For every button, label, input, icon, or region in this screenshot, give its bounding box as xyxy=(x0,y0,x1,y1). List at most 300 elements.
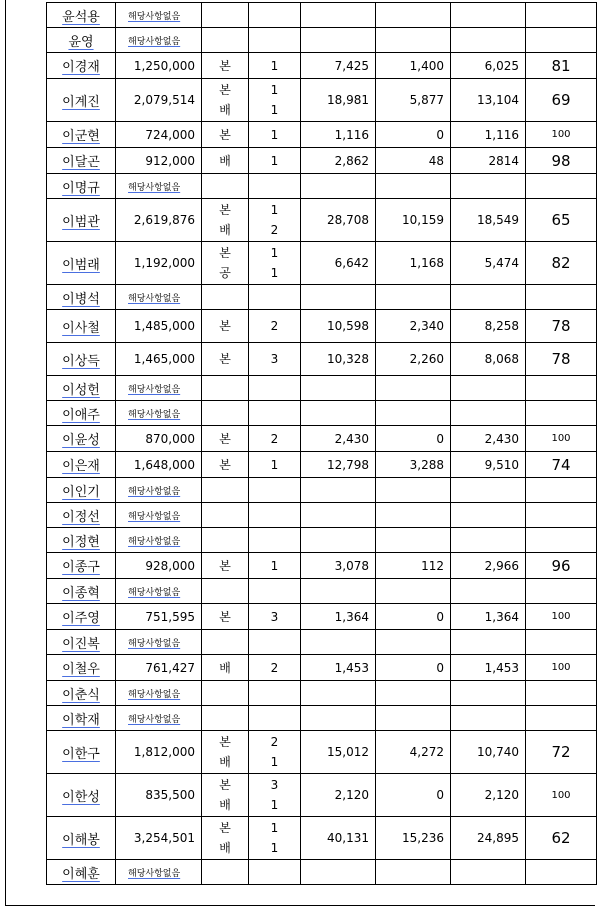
relation-value: 본 xyxy=(219,821,231,835)
score-value: 100 xyxy=(551,611,571,622)
not-applicable-label: 해당사항없음 xyxy=(128,587,181,598)
score-value: 98 xyxy=(551,151,571,170)
relation-cell xyxy=(202,310,249,343)
table-row xyxy=(47,174,597,199)
member-name: 이경재 xyxy=(62,60,100,75)
debt-value: 48 xyxy=(428,153,444,168)
relation-value: 배 xyxy=(219,798,231,812)
member-name-cell xyxy=(47,604,116,630)
not-applicable-cell xyxy=(116,478,202,503)
net-value: 1,364 xyxy=(484,609,519,624)
count-value: 1 xyxy=(270,266,279,280)
table-row xyxy=(47,285,597,310)
net-value: 2814 xyxy=(488,153,519,168)
member-name: 이성헌 xyxy=(62,382,100,398)
table-row xyxy=(47,401,597,426)
net-value: 13,104 xyxy=(477,93,519,107)
debt-cell xyxy=(376,774,451,817)
total-value: 10,598 xyxy=(327,319,369,333)
debt-cell xyxy=(376,79,451,122)
member-name-cell xyxy=(47,122,116,148)
not-applicable-cell xyxy=(116,174,202,199)
total-value: 2,862 xyxy=(334,153,369,168)
relation-value: 배 xyxy=(219,223,231,237)
empty-cell xyxy=(451,528,526,553)
total-cell xyxy=(301,53,376,79)
net-value: 1,116 xyxy=(484,127,519,142)
score-value: 69 xyxy=(551,91,571,109)
member-name-cell xyxy=(47,310,116,343)
debt-cell xyxy=(376,604,451,630)
empty-cell xyxy=(526,174,597,199)
total-cell xyxy=(301,148,376,174)
total-cell xyxy=(301,604,376,630)
net-cell xyxy=(451,817,526,860)
net-cell xyxy=(451,655,526,681)
member-name-cell xyxy=(47,79,116,122)
debt-cell xyxy=(376,310,451,343)
score-value: 78 xyxy=(551,317,571,335)
score-cell xyxy=(526,604,597,630)
total-value: 40,131 xyxy=(327,831,369,845)
member-name-cell xyxy=(47,452,116,478)
empty-cell xyxy=(526,528,597,553)
empty-cell xyxy=(301,579,376,604)
member-name: 윤영 xyxy=(68,34,94,50)
empty-cell xyxy=(202,503,249,528)
empty-cell xyxy=(451,376,526,401)
member-name: 이주영 xyxy=(62,611,100,626)
table-row xyxy=(47,478,597,503)
relation-value: 본 xyxy=(219,609,231,624)
member-name-cell xyxy=(47,376,116,401)
empty-cell xyxy=(451,174,526,199)
total-cell xyxy=(301,553,376,579)
member-name: 이군현 xyxy=(62,129,100,144)
not-applicable-label: 해당사항없음 xyxy=(128,293,181,304)
total-cell xyxy=(301,79,376,122)
total-value: 10,328 xyxy=(327,352,369,366)
score-value: 82 xyxy=(551,254,571,272)
member-name: 이혜훈 xyxy=(62,866,100,882)
salary-cell xyxy=(116,553,202,579)
score-cell xyxy=(526,452,597,478)
empty-cell xyxy=(202,376,249,401)
not-applicable-cell xyxy=(116,3,202,28)
relation-cell xyxy=(202,199,249,242)
member-name-cell xyxy=(47,553,116,579)
count-value: 2 xyxy=(270,223,279,237)
empty-cell xyxy=(202,706,249,731)
member-name: 이범래 xyxy=(62,257,100,273)
empty-cell xyxy=(526,860,597,885)
debt-cell xyxy=(376,199,451,242)
salary-cell xyxy=(116,310,202,343)
empty-cell xyxy=(249,503,301,528)
salary-value: 1,648,000 xyxy=(133,457,195,472)
salary-value: 912,000 xyxy=(145,153,195,168)
score-value: 96 xyxy=(551,556,571,575)
empty-cell xyxy=(202,28,249,53)
total-cell xyxy=(301,452,376,478)
score-cell xyxy=(526,122,597,148)
member-name: 이윤성 xyxy=(62,433,100,448)
net-cell xyxy=(451,604,526,630)
count-value: 1 xyxy=(270,841,279,855)
not-applicable-label: 해당사항없음 xyxy=(128,384,181,395)
empty-cell xyxy=(301,174,376,199)
empty-cell xyxy=(301,285,376,310)
not-applicable-label: 해당사항없음 xyxy=(128,511,181,522)
member-name-cell xyxy=(47,503,116,528)
relation-value: 본 xyxy=(219,431,231,446)
count-cell xyxy=(249,343,301,376)
table-row xyxy=(47,199,597,242)
debt-cell xyxy=(376,148,451,174)
not-applicable-cell xyxy=(116,528,202,553)
empty-cell xyxy=(202,285,249,310)
empty-cell xyxy=(202,630,249,655)
not-applicable-label: 해당사항없음 xyxy=(128,868,181,879)
member-name-cell xyxy=(47,528,116,553)
net-cell xyxy=(451,79,526,122)
empty-cell xyxy=(376,860,451,885)
count-cell xyxy=(249,817,301,860)
score-cell xyxy=(526,199,597,242)
member-name-cell xyxy=(47,285,116,310)
debt-cell xyxy=(376,343,451,376)
relation-value: 배 xyxy=(219,660,231,675)
member-name: 이한구 xyxy=(62,746,100,762)
total-value: 12,798 xyxy=(327,457,369,472)
debt-value: 2,340 xyxy=(409,319,444,333)
salary-cell xyxy=(116,426,202,452)
salary-cell xyxy=(116,122,202,148)
empty-cell xyxy=(526,706,597,731)
count-value: 1 xyxy=(270,798,279,812)
net-value: 1,453 xyxy=(484,660,519,675)
empty-cell xyxy=(451,503,526,528)
member-name-cell xyxy=(47,579,116,604)
net-value: 6,025 xyxy=(484,58,519,73)
count-cell xyxy=(249,731,301,774)
salary-value: 835,500 xyxy=(145,788,195,802)
net-cell xyxy=(451,122,526,148)
score-cell xyxy=(526,655,597,681)
table-row xyxy=(47,706,597,731)
member-name-cell xyxy=(47,706,116,731)
empty-cell xyxy=(301,681,376,706)
empty-cell xyxy=(202,528,249,553)
relation-cell xyxy=(202,79,249,122)
score-cell xyxy=(526,310,597,343)
not-applicable-label: 해당사항없음 xyxy=(128,638,181,649)
total-cell xyxy=(301,774,376,817)
empty-cell xyxy=(301,706,376,731)
count-cell xyxy=(249,452,301,478)
salary-cell xyxy=(116,604,202,630)
not-applicable-cell xyxy=(116,681,202,706)
debt-value: 0 xyxy=(436,660,444,675)
table-row xyxy=(47,242,597,285)
empty-cell xyxy=(249,706,301,731)
total-value: 7,425 xyxy=(334,58,369,73)
total-value: 1,116 xyxy=(334,127,369,142)
not-applicable-cell xyxy=(116,860,202,885)
score-value: 81 xyxy=(551,56,571,75)
table-row xyxy=(47,310,597,343)
not-applicable-label: 해당사항없음 xyxy=(128,36,181,47)
empty-cell xyxy=(526,285,597,310)
salary-value: 870,000 xyxy=(145,431,195,446)
member-name: 이명규 xyxy=(62,180,100,196)
score-cell xyxy=(526,774,597,817)
total-cell xyxy=(301,655,376,681)
member-name: 이인기 xyxy=(62,484,100,500)
net-cell xyxy=(451,148,526,174)
not-applicable-label: 해당사항없음 xyxy=(128,689,181,700)
count-cell xyxy=(249,242,301,285)
empty-cell xyxy=(526,28,597,53)
empty-cell xyxy=(301,630,376,655)
relation-cell xyxy=(202,604,249,630)
not-applicable-label: 해당사항없음 xyxy=(128,714,181,725)
empty-cell xyxy=(249,285,301,310)
table-row xyxy=(47,503,597,528)
score-value: 62 xyxy=(551,829,571,847)
empty-cell xyxy=(451,401,526,426)
relation-value: 배 xyxy=(219,841,231,855)
count-cell xyxy=(249,426,301,452)
not-applicable-cell xyxy=(116,401,202,426)
net-value: 18,549 xyxy=(477,213,519,227)
score-value: 100 xyxy=(551,789,571,801)
net-cell xyxy=(451,452,526,478)
count-cell xyxy=(249,122,301,148)
salary-cell xyxy=(116,79,202,122)
empty-cell xyxy=(301,3,376,28)
debt-value: 4,272 xyxy=(409,745,444,759)
net-value: 2,966 xyxy=(484,558,519,573)
total-cell xyxy=(301,242,376,285)
score-cell xyxy=(526,426,597,452)
score-value: 65 xyxy=(551,211,571,229)
empty-cell xyxy=(202,3,249,28)
table-row xyxy=(47,528,597,553)
net-cell xyxy=(451,199,526,242)
not-applicable-cell xyxy=(116,285,202,310)
count-value: 2 xyxy=(270,319,279,333)
member-name-cell xyxy=(47,817,116,860)
table-row xyxy=(47,681,597,706)
empty-cell xyxy=(526,401,597,426)
relation-value: 본 xyxy=(219,127,231,142)
empty-cell xyxy=(376,706,451,731)
member-name-cell xyxy=(47,53,116,79)
score-value: 72 xyxy=(551,743,571,761)
member-name: 이진복 xyxy=(62,636,100,652)
relation-cell xyxy=(202,731,249,774)
total-value: 18,981 xyxy=(327,93,369,107)
empty-cell xyxy=(249,376,301,401)
salary-cell xyxy=(116,53,202,79)
debt-value: 0 xyxy=(436,788,444,802)
not-applicable-label: 해당사항없음 xyxy=(128,486,181,497)
member-name-cell xyxy=(47,174,116,199)
salary-cell xyxy=(116,199,202,242)
net-cell xyxy=(451,310,526,343)
empty-cell xyxy=(249,860,301,885)
empty-cell xyxy=(249,579,301,604)
not-applicable-label: 해당사항없음 xyxy=(128,11,181,22)
count-value: 1 xyxy=(270,755,279,769)
score-cell xyxy=(526,343,597,376)
empty-cell xyxy=(376,503,451,528)
empty-cell xyxy=(301,28,376,53)
debt-cell xyxy=(376,122,451,148)
net-value: 24,895 xyxy=(477,831,519,845)
salary-value: 1,250,000 xyxy=(133,58,195,73)
table-row xyxy=(47,817,597,860)
not-applicable-cell xyxy=(116,579,202,604)
not-applicable-cell xyxy=(116,376,202,401)
salary-value: 1,465,000 xyxy=(133,352,195,366)
empty-cell xyxy=(526,503,597,528)
member-name: 이범관 xyxy=(62,214,100,230)
count-cell xyxy=(249,553,301,579)
empty-cell xyxy=(376,3,451,28)
empty-cell xyxy=(249,401,301,426)
empty-cell xyxy=(526,681,597,706)
table-row xyxy=(47,28,597,53)
total-cell xyxy=(301,310,376,343)
table-row xyxy=(47,3,597,28)
debt-cell xyxy=(376,731,451,774)
member-name: 이해봉 xyxy=(62,832,100,848)
count-cell xyxy=(249,79,301,122)
relation-value: 본 xyxy=(219,319,231,333)
total-cell xyxy=(301,343,376,376)
count-value: 1 xyxy=(270,127,279,142)
count-cell xyxy=(249,655,301,681)
net-cell xyxy=(451,553,526,579)
count-value: 2 xyxy=(270,660,279,675)
score-cell xyxy=(526,553,597,579)
member-name: 이병석 xyxy=(62,291,100,307)
relation-cell xyxy=(202,817,249,860)
total-value: 15,012 xyxy=(327,745,369,759)
empty-cell xyxy=(451,706,526,731)
relation-cell xyxy=(202,655,249,681)
empty-cell xyxy=(451,681,526,706)
member-name: 이사철 xyxy=(62,320,100,336)
not-applicable-cell xyxy=(116,28,202,53)
net-value: 8,068 xyxy=(484,352,519,366)
page-frame-bottom xyxy=(5,905,595,906)
count-value: 3 xyxy=(270,352,279,366)
salary-value: 928,000 xyxy=(145,558,195,573)
member-name-cell xyxy=(47,426,116,452)
score-cell xyxy=(526,242,597,285)
debt-cell xyxy=(376,53,451,79)
page-frame-left xyxy=(5,0,6,906)
table-row xyxy=(47,148,597,174)
empty-cell xyxy=(376,630,451,655)
score-cell xyxy=(526,79,597,122)
table-row xyxy=(47,860,597,885)
member-name-cell xyxy=(47,681,116,706)
empty-cell xyxy=(249,174,301,199)
debt-cell xyxy=(376,817,451,860)
member-name: 이종혁 xyxy=(62,585,100,601)
total-value: 3,078 xyxy=(334,558,369,573)
debt-value: 112 xyxy=(421,558,444,573)
salary-value: 1,192,000 xyxy=(133,256,195,270)
salary-cell xyxy=(116,731,202,774)
salary-value: 1,812,000 xyxy=(133,745,195,759)
member-name-cell xyxy=(47,655,116,681)
relation-value: 공 xyxy=(219,266,231,280)
asset-table-body xyxy=(47,3,597,885)
empty-cell xyxy=(301,860,376,885)
member-name: 이철우 xyxy=(62,662,100,677)
not-applicable-cell xyxy=(116,503,202,528)
relation-value: 본 xyxy=(219,352,231,366)
salary-cell xyxy=(116,343,202,376)
score-value: 100 xyxy=(551,129,571,140)
member-name-cell xyxy=(47,148,116,174)
count-cell xyxy=(249,199,301,242)
count-cell xyxy=(249,604,301,630)
empty-cell xyxy=(376,28,451,53)
empty-cell xyxy=(249,681,301,706)
score-value: 100 xyxy=(551,662,571,673)
count-value: 2 xyxy=(270,735,279,749)
net-cell xyxy=(451,343,526,376)
net-value: 2,120 xyxy=(484,788,519,802)
table-row xyxy=(47,343,597,376)
empty-cell xyxy=(249,528,301,553)
member-name-cell xyxy=(47,343,116,376)
count-value: 1 xyxy=(270,153,279,168)
empty-cell xyxy=(301,401,376,426)
empty-cell xyxy=(376,528,451,553)
empty-cell xyxy=(376,681,451,706)
score-cell xyxy=(526,817,597,860)
relation-cell xyxy=(202,148,249,174)
debt-value: 1,400 xyxy=(409,58,444,73)
empty-cell xyxy=(526,3,597,28)
empty-cell xyxy=(451,630,526,655)
member-name-cell xyxy=(47,3,116,28)
member-name-cell xyxy=(47,630,116,655)
total-value: 2,120 xyxy=(334,788,369,802)
table-row xyxy=(47,553,597,579)
empty-cell xyxy=(202,478,249,503)
debt-value: 0 xyxy=(436,431,444,446)
score-cell xyxy=(526,731,597,774)
relation-cell xyxy=(202,343,249,376)
count-value: 3 xyxy=(270,778,279,792)
salary-value: 1,485,000 xyxy=(133,319,195,333)
empty-cell xyxy=(451,285,526,310)
member-name-cell xyxy=(47,199,116,242)
count-value: 1 xyxy=(270,457,279,472)
empty-cell xyxy=(202,681,249,706)
debt-cell xyxy=(376,426,451,452)
empty-cell xyxy=(202,579,249,604)
empty-cell xyxy=(301,503,376,528)
